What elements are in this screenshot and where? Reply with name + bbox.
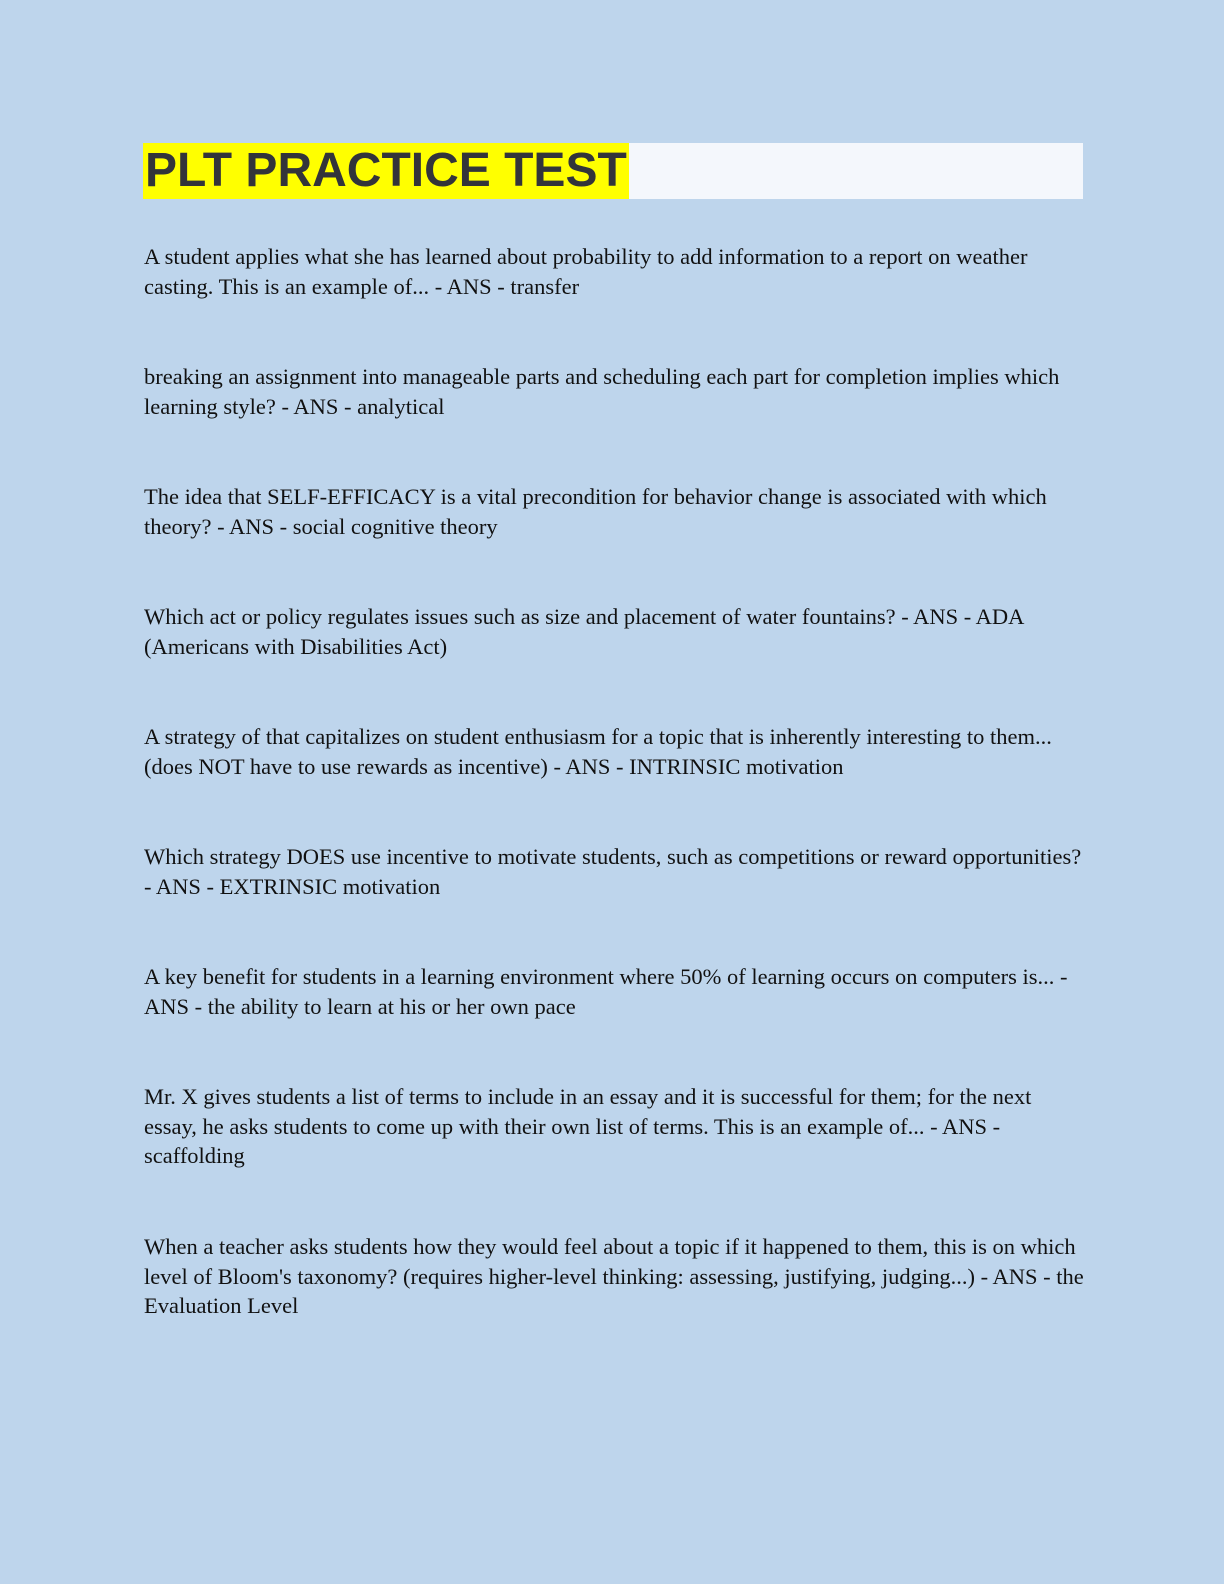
- question-answer-9: When a teacher asks students how they would feel about a topic if it happened to them, this is on which level of Bloom's taxonomy? (requires higher-level thinking: assessing, justifying, judging...) - ANS - the Evaluation Level: [144, 1234, 1084, 1318]
- question-answer-2: breaking an assignment into manageable parts and scheduling each part for completion implies which learning style? - ANS - analytical: [144, 364, 1060, 419]
- question-answer-8: Mr. X gives students a list of terms to include in an essay and it is successful for them; for the next essay, he asks students to come up with their own list of terms. This is an example of... - ANS - scaffolding: [144, 1084, 1032, 1168]
- page-title: PLT PRACTICE TEST: [145, 144, 627, 197]
- title-banner: [143, 143, 1083, 199]
- question-answer-4: Which act or policy regulates issues such as size and placement of water fountains? - ANS - ADA (Americans with Disabilities Act): [144, 604, 1024, 659]
- question-answer-1: A student applies what she has learned about probability to add information to a report on weather casting. This is an example of... - ANS - transfer: [144, 244, 1028, 299]
- question-answer-3: The idea that SELF-EFFICACY is a vital precondition for behavior change is associated with which theory? - ANS - social cognitive theory: [144, 484, 1047, 539]
- question-answer-5: A strategy of that capitalizes on student enthusiasm for a topic that is inherently interesting to them... (does NOT have to use rewards as incentive) - ANS - INTRINSIC motivation: [144, 724, 1052, 779]
- question-answer-7: A key benefit for students in a learning environment where 50% of learning occurs on computers is... - ANS - the ability to learn at his or her own pace: [144, 964, 1068, 1019]
- question-answer-6: Which strategy DOES use incentive to motivate students, such as competitions or reward opportunities? - ANS - EXTRINSIC motivation: [144, 844, 1082, 899]
